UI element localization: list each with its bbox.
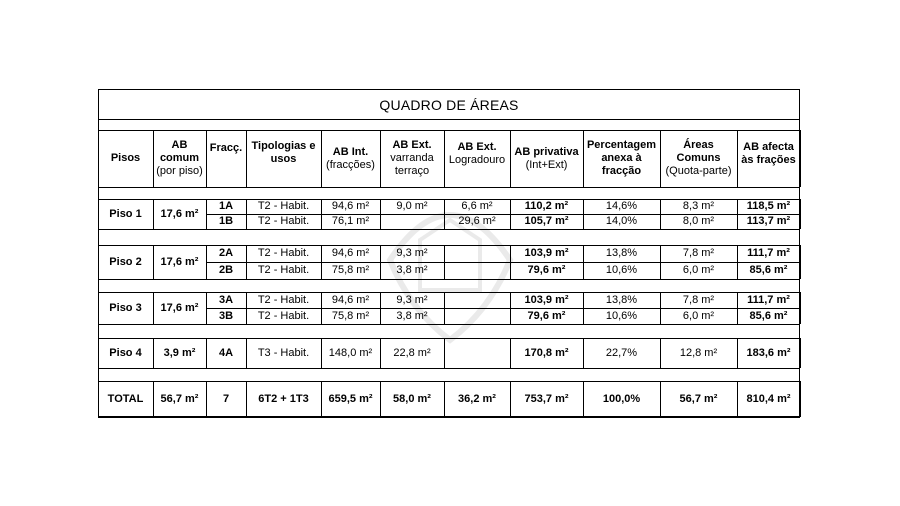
ab-ext-logradouro — [444, 199, 510, 214]
cell-text: T2 - Habit. — [257, 215, 310, 227]
floor-label — [98, 338, 153, 368]
cell-text: 94,6 m² — [331, 293, 370, 306]
cell-text: 76,1 m² — [331, 215, 370, 227]
tipologia — [246, 308, 321, 324]
cell-text: terraço — [394, 165, 430, 177]
areas-comuns — [660, 214, 737, 229]
tipologia — [246, 262, 321, 279]
cell-text: 10,6% — [605, 309, 638, 322]
ab-int — [321, 214, 380, 229]
cell-text: Piso 3 — [109, 301, 142, 314]
cell-text: T2 - Habit. — [257, 264, 310, 276]
cell-text: 110,2 m² — [524, 200, 569, 212]
tipologia — [246, 214, 321, 229]
ab-privativa — [510, 199, 583, 214]
cell-text: 9,3 m² — [396, 293, 428, 306]
cell-text: 17,6 m² — [160, 301, 199, 314]
areas-comuns — [660, 338, 737, 368]
cell-text: 13,8% — [605, 247, 638, 259]
ab-privativa — [510, 214, 583, 229]
cell-text: 3B — [218, 309, 234, 322]
header-ab-ext-logradouro — [444, 130, 510, 177]
grid-line — [800, 292, 801, 324]
cell-text: 14,0% — [605, 215, 638, 227]
cell-text: AB Ext. — [392, 139, 432, 151]
cell-text: 183,6 m² — [746, 346, 791, 359]
cell-text: T3 - Habit. — [257, 346, 310, 359]
floor-ab-comum — [153, 245, 206, 279]
cell-text: 58,0 m² — [393, 392, 431, 405]
cell-text: 13,8% — [605, 293, 638, 306]
percentagem — [583, 308, 660, 324]
ab-int — [321, 292, 380, 308]
cell-text: (Int+Ext) — [525, 158, 568, 171]
cell-text: 17,6 m² — [160, 207, 199, 220]
cell-text: 103,9 m² — [524, 293, 569, 306]
header-pisos — [98, 130, 153, 187]
cell-text: Pisos — [110, 152, 141, 164]
cell-text: Piso 2 — [109, 255, 142, 268]
grid-line — [98, 279, 800, 280]
cell-text: 6,6 m² — [461, 200, 493, 212]
ab-afecta — [737, 308, 800, 324]
cell-text: Percentagem — [586, 139, 657, 151]
cell-text: 9,0 m² — [396, 200, 428, 212]
ab-int — [321, 338, 380, 368]
cell-text: 2B — [218, 264, 234, 276]
cell-text: 56,7 m² — [679, 392, 718, 405]
cell-text: 113,7 m² — [746, 215, 791, 227]
cell-text: 29,6 m² — [458, 215, 496, 227]
cell-text: 659,5 m² — [328, 392, 373, 405]
cell-text: T2 - Habit. — [257, 293, 310, 306]
cell-text: (por piso) — [156, 165, 203, 177]
cell-text: 3,8 m² — [396, 264, 428, 276]
cell-text: 9,3 m² — [396, 247, 428, 259]
grid-line — [98, 187, 800, 188]
ab-afecta — [737, 262, 800, 279]
areas-comuns — [660, 308, 737, 324]
cell-text: 4A — [218, 346, 234, 359]
cell-text: varranda — [390, 152, 434, 164]
ab-ext-logradouro — [444, 308, 510, 324]
total-tipologias — [246, 381, 321, 417]
cell-text: Piso 1 — [109, 207, 142, 220]
ab-ext-varanda — [380, 199, 444, 214]
total-ab-afecta — [737, 381, 800, 417]
ab-ext-varanda — [380, 308, 444, 324]
grid-line — [98, 229, 800, 230]
total-ab-int — [321, 381, 380, 417]
cell-text: 94,6 m² — [331, 200, 370, 212]
ab-privativa — [510, 338, 583, 368]
fraction-id — [206, 338, 246, 368]
total-ab-comum — [153, 381, 206, 417]
fraction-id — [206, 292, 246, 308]
ab-ext-logradouro — [444, 338, 510, 368]
ab-privativa — [510, 292, 583, 308]
cell-text: 148,0 m² — [328, 346, 373, 359]
total-ab-ext-varanda — [380, 381, 444, 417]
ab-afecta — [737, 292, 800, 308]
ab-privativa — [510, 245, 583, 262]
cell-text: 94,6 m² — [331, 247, 370, 259]
grid-line — [800, 199, 801, 229]
areas-comuns — [660, 245, 737, 262]
cell-text: 111,7 m² — [747, 247, 790, 259]
total-label — [98, 381, 153, 417]
cell-text: 170,8 m² — [524, 346, 569, 359]
total-ab-ext-logradouro — [444, 381, 510, 417]
percentagem — [583, 292, 660, 308]
header-tipologias — [246, 130, 321, 175]
tipologia — [246, 338, 321, 368]
cell-text: Comuns — [676, 152, 721, 164]
header-ab-privativa — [510, 130, 583, 187]
cell-text: fracção — [601, 165, 642, 177]
areas-comuns — [660, 199, 737, 214]
cell-text: às frações — [741, 153, 796, 166]
areas-comuns — [660, 262, 737, 279]
table-title: QUADRO DE ÁREAS — [98, 89, 800, 120]
ab-ext-varanda — [380, 245, 444, 262]
header-ab-ext-varanda — [380, 130, 444, 187]
cell-text: 810,4 m² — [746, 392, 791, 405]
header-ab-int — [321, 130, 380, 187]
percentagem — [583, 245, 660, 262]
cell-text: 103,9 m² — [524, 247, 569, 259]
cell-text: 10,6% — [605, 264, 638, 276]
ab-ext-varanda — [380, 292, 444, 308]
cell-text: 3,8 m² — [396, 309, 428, 322]
cell-text: 2A — [218, 247, 234, 259]
cell-text: 753,7 m² — [524, 392, 569, 405]
cell-text: 75,8 m² — [331, 309, 370, 322]
grid-line — [800, 338, 801, 368]
floor-label — [98, 245, 153, 279]
cell-text: Logradouro — [448, 153, 506, 166]
grid-line — [800, 130, 801, 187]
grid-line — [800, 245, 801, 279]
fraction-id — [206, 214, 246, 229]
percentagem — [583, 199, 660, 214]
cell-text: 118,5 m² — [746, 200, 791, 212]
cell-text: 3,9 m² — [163, 346, 196, 359]
cell-text: AB — [171, 139, 188, 151]
fraction-id — [206, 245, 246, 262]
floor-label — [98, 292, 153, 324]
fraction-id — [206, 262, 246, 279]
cell-text: T2 - Habit. — [257, 247, 310, 259]
cell-text: 1A — [218, 200, 234, 212]
cell-text: 6T2 + 1T3 — [258, 392, 309, 405]
cell-text: TOTAL — [107, 392, 144, 405]
grid-line — [98, 324, 800, 325]
ab-int — [321, 308, 380, 324]
cell-text: 7 — [222, 392, 230, 405]
cell-text: 22,8 m² — [393, 346, 431, 359]
cell-text: 14,6% — [605, 200, 638, 212]
cell-text: usos — [270, 152, 297, 165]
ab-ext-varanda — [380, 214, 444, 229]
cell-text: AB Int. — [332, 145, 369, 158]
header-ab-afecta — [737, 130, 800, 177]
cell-text: 79,6 m² — [527, 264, 566, 276]
cell-text: Tipologias e — [251, 139, 316, 152]
cell-text: 100,0% — [602, 392, 641, 405]
cell-text: T2 - Habit. — [257, 309, 310, 322]
tipologia — [246, 245, 321, 262]
cell-text: Fracç. — [209, 142, 243, 154]
percentagem — [583, 214, 660, 229]
ab-ext-varanda — [380, 262, 444, 279]
cell-text: AB Ext. — [457, 140, 497, 153]
percentagem — [583, 262, 660, 279]
cell-text: 8,0 m² — [682, 215, 715, 227]
ab-afecta — [737, 214, 800, 229]
cell-text: 3A — [218, 293, 234, 306]
ab-afecta — [737, 199, 800, 214]
header-areas-comuns — [660, 130, 737, 187]
cell-text: 6,0 m² — [682, 264, 715, 276]
grid-line — [98, 368, 800, 369]
cell-text: comum — [159, 152, 200, 164]
fraction-id — [206, 199, 246, 214]
cell-text: 1B — [218, 215, 234, 227]
cell-text: 36,2 m² — [458, 392, 496, 405]
cell-text: 79,6 m² — [527, 309, 566, 322]
areas-comuns — [660, 292, 737, 308]
tipologia — [246, 199, 321, 214]
ab-ext-logradouro — [444, 262, 510, 279]
floor-ab-comum — [153, 292, 206, 324]
cell-text: 85,6 m² — [749, 309, 788, 322]
total-areas-comuns — [660, 381, 737, 417]
header-percentagem — [583, 130, 660, 187]
cell-text: (Quota-parte) — [665, 165, 732, 177]
cell-text: 12,8 m² — [679, 346, 718, 359]
grid-line — [800, 381, 801, 417]
cell-text: 7,8 m² — [682, 293, 715, 306]
cell-text: T2 - Habit. — [257, 200, 310, 212]
total-ab-privativa — [510, 381, 583, 417]
ab-ext-logradouro — [444, 214, 510, 229]
cell-text: AB privativa — [514, 145, 579, 158]
cell-text: anexa à — [601, 152, 642, 164]
cell-text: AB afecta — [743, 140, 794, 153]
cell-text: Piso 4 — [109, 346, 142, 359]
cell-text: 105,7 m² — [524, 215, 569, 227]
cell-text: 75,8 m² — [331, 264, 370, 276]
cell-text: 22,7% — [605, 346, 638, 359]
total-percentagem — [583, 381, 660, 417]
cell-text: (fracções) — [326, 158, 375, 171]
ab-ext-varanda — [380, 338, 444, 368]
cell-text: 56,7 m² — [160, 392, 199, 405]
cell-text: 8,3 m² — [682, 200, 715, 212]
cell-text: 17,6 m² — [160, 255, 199, 268]
header-ab-comum — [153, 130, 206, 187]
ab-afecta — [737, 338, 800, 368]
floor-ab-comum — [153, 199, 206, 229]
cell-text: 111,7 m² — [747, 293, 790, 306]
ab-afecta — [737, 245, 800, 262]
cell-text: 6,0 m² — [682, 309, 715, 322]
ab-ext-logradouro — [444, 245, 510, 262]
tipologia — [246, 292, 321, 308]
fraction-id — [206, 308, 246, 324]
ab-int — [321, 262, 380, 279]
grid-line — [98, 417, 800, 418]
ab-ext-logradouro — [444, 292, 510, 308]
total-fractions — [206, 381, 246, 417]
ab-int — [321, 199, 380, 214]
cell-text: Áreas — [683, 139, 714, 151]
ab-int — [321, 245, 380, 262]
percentagem — [583, 338, 660, 368]
header-fracc — [206, 130, 246, 167]
ab-privativa — [510, 308, 583, 324]
cell-text: 85,6 m² — [749, 264, 788, 276]
ab-privativa — [510, 262, 583, 279]
floor-ab-comum — [153, 338, 206, 368]
cell-text: 7,8 m² — [682, 247, 715, 259]
floor-label — [98, 199, 153, 229]
